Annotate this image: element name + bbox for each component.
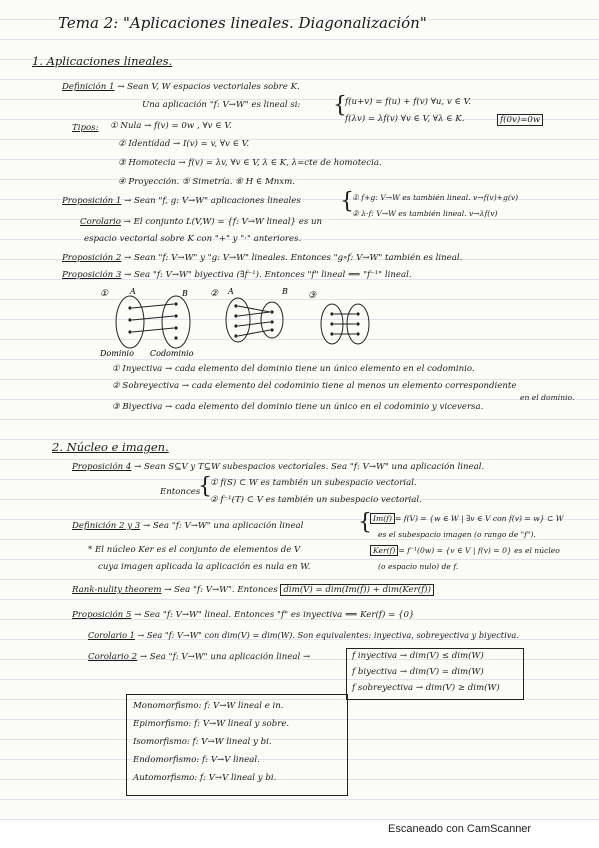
corolario-line-a <box>80 217 322 227</box>
prop5-text: → Sea "f: V→W" lineal. Entonces "f" es inyectiva ⟺ Ker(f) = {0} <box>134 610 415 620</box>
endomorfismo: Endomorfismo: f: V→V lineal. <box>133 755 260 765</box>
prop4-result-1: ① f(S) ⊂ W es también un subespacio vectorial. <box>210 478 417 488</box>
prop1-brace: { <box>340 189 354 214</box>
section-1-heading: 1. Aplicaciones lineales. <box>32 54 173 68</box>
diagram-2-codomain <box>261 302 283 338</box>
diagram-1-label-b: B <box>182 289 188 298</box>
prop4-brace: { <box>198 474 212 499</box>
diagram-2-number: ② <box>210 289 219 299</box>
prop1-result-2: ② λ·f: V→W es también lineal. v→λf(v) <box>352 209 498 218</box>
diagram-2-domain <box>226 298 250 342</box>
diagram-1-label-a: A <box>130 287 136 296</box>
prop1-text: → Sean "f, g: V→W" aplicaciones lineales <box>124 196 301 206</box>
rank-label: Rank-nulity theorem <box>72 585 162 595</box>
page-title: Tema 2: "Aplicaciones lineales. Diagonalización" <box>58 14 427 32</box>
nucleo-note-2: cuya imagen aplicada la aplicación es nula en W. <box>98 562 311 572</box>
tipo-nula: ① Nula → f(v) = 0w , ∀v ∈ V. <box>110 121 232 131</box>
rank-formula-box: dim(V) = dim(Im(f)) + dim(Ker(f)) <box>280 584 434 596</box>
corolario-label: Corolario <box>80 217 121 227</box>
prop4-result-2: ② f⁻¹(T) ⊂ V es también un subespacio vectorial. <box>210 495 422 505</box>
im-box: Im(f) <box>370 513 395 524</box>
def23-brace: { <box>358 510 372 535</box>
cor2-line <box>88 652 310 662</box>
im-text: = f(V) = {w ∈ W | ∃v ∈ V con f(v) = w} ⊂ W <box>394 514 564 523</box>
cor2-result-2: f biyectiva → dim(V) = dim(W) <box>352 667 484 677</box>
automorfismo: Automorfismo: f: V→V lineal y bi. <box>133 773 277 783</box>
prop2-line <box>62 253 462 263</box>
section-2-heading: 2. Núcleo e imagen. <box>52 440 169 454</box>
cor2-label: Corolario 2 <box>88 652 138 662</box>
ker-box: Ker(f) <box>370 545 398 556</box>
isomorfismo: Isomorfismo: f: V→W lineal y bi. <box>133 737 272 747</box>
def1-brace: { <box>333 93 347 118</box>
corolario-text-b: espacio vectorial sobre K con "+" y "·" anteriores. <box>84 234 302 244</box>
ker-text: = f⁻¹(0w) = {v ∈ V | f(v) = 0} es el núcleo <box>398 546 560 555</box>
prop1-result-1: ① f+g: V→W es también lineal. v→f(v)+g(v) <box>352 193 519 202</box>
diagram-2-label-b: B <box>282 287 288 296</box>
tipo-identidad: ② Identidad → I(v) = v, ∀v ∈ V. <box>118 139 250 149</box>
diagram-1-arrows <box>132 304 174 332</box>
diagram-3-arrows <box>334 314 356 334</box>
cor1-text: → Sea "f: V→W" con dim(V) = dim(W). Son equivalentes: inyectiva, sobreyectiva y biyectiva. <box>137 630 519 640</box>
diagram-codominio-label: Codominio <box>150 349 194 358</box>
im-text-2: es el subespacio imagen (o rango de "f"). <box>378 530 536 539</box>
def1-cond-1: f(u+v) = f(u) + f(v) ∀u, v ∈ V. <box>345 97 471 107</box>
corolario-text-a: → El conjunto L(V,W) = {f: V→W lineal} es un <box>123 217 323 227</box>
diagram-dominio-label: Dominio <box>100 349 134 358</box>
rank-text: → Sea "f: V→W". Entonces <box>164 585 278 595</box>
def23-label: Definición 2 y 3 <box>72 521 141 531</box>
biyectiva-def: ③ Biyectiva → cada elemento del dominio tiene un único en el codominio y viceversa. <box>112 402 484 412</box>
monomorfismo: Monomorfismo: f: V→W lineal e in. <box>133 701 284 711</box>
prop4-label: Proposición 4 <box>72 462 132 472</box>
cor1-label: Corolario 1 <box>88 630 135 640</box>
prop4-text: → Sean S⊆V y T⊆W subespacios vectoriales. Sea "f: V→W" una aplicación lineal. <box>134 462 485 472</box>
prop1-line <box>62 196 301 206</box>
rank-line <box>72 585 434 595</box>
mapping-diagrams <box>90 284 370 358</box>
cor2-text: → Sea "f: V→W" una aplicación lineal → <box>139 652 311 662</box>
tipos-label: Tipos: <box>72 123 99 133</box>
diagram-2-label-a: A <box>228 287 234 296</box>
def1-text-a: → Sean V, W espacios vectoriales sobre K. <box>117 82 300 92</box>
nucleo-note-1: * El núcleo Ker es el conjunto de elementos de V <box>88 545 301 555</box>
def1-label: Definición 1 <box>62 82 115 92</box>
cor1-line <box>88 630 519 640</box>
diagram-3-number: ③ <box>308 291 317 301</box>
prop2-text: → Sean "f: V→W" y "g: V→W" lineales. Entonces "g∘f: V→W" también es lineal. <box>124 253 463 263</box>
prop4-line <box>72 462 484 472</box>
def1-zero-box: f(0v)=0w <box>497 114 543 126</box>
prop5-label: Proposición 5 <box>72 610 132 620</box>
def23-text: → Sea "f: V→W" una aplicación lineal <box>142 521 304 531</box>
def1-cond-2: f(λv) = λf(v) ∀v ∈ V, ∀λ ∈ K. <box>345 114 465 124</box>
morphisms-box <box>126 694 348 796</box>
def1-text-b: Una aplicación "f: V→W" es lineal si: <box>142 100 301 110</box>
prop3-text: → Sea "f: V→W" biyectiva (∃f⁻¹). Entonces "f" lineal ⟺ "f⁻¹" lineal. <box>124 270 412 280</box>
tipo-homotecia: ③ Homotecia → f(v) = λv, ∀v ∈ V, λ ∈ K, λ=cte de homotecia. <box>118 158 382 168</box>
cor2-result-3: f sobreyectiva → dim(V) ≥ dim(W) <box>352 683 500 693</box>
prop5-line <box>72 610 414 620</box>
diagram-2-arrows <box>238 306 270 336</box>
scanner-watermark: Escaneado con CamScanner <box>388 823 532 835</box>
tipo-proyeccion: ④ Proyección. ⑤ Simetría. ⑥ H ∈ Mnxm. <box>118 177 296 187</box>
cor2-result-1: f inyectiva → dim(V) ≤ dim(W) <box>352 651 484 661</box>
diagram-1-number: ① <box>100 289 109 299</box>
epimorfismo: Epimorfismo: f: V→W lineal y sobre. <box>133 719 290 729</box>
im-definition <box>370 514 564 523</box>
sobreyectiva-def-2: en el dominio. <box>520 393 575 402</box>
prop2-label: Proposición 2 <box>62 253 122 263</box>
prop3-line <box>62 270 412 280</box>
prop3-label: Proposición 3 <box>62 270 122 280</box>
ker-definition <box>370 546 560 555</box>
prop1-label: Proposición 1 <box>62 196 122 206</box>
diagram-1-domain <box>116 296 144 348</box>
def23-line <box>72 521 303 531</box>
def1-line-a <box>62 82 300 92</box>
entonces-label: Entonces <box>160 487 201 497</box>
sobreyectiva-def: ② Sobreyectiva → cada elemento del codominio tiene al menos un elemento correspondiente <box>112 381 517 391</box>
ker-text-2: (o espacio nulo) de f. <box>378 562 459 571</box>
inyectiva-def: ① Inyectiva → cada elemento del dominio tiene un único elemento en el codominio. <box>112 364 475 374</box>
